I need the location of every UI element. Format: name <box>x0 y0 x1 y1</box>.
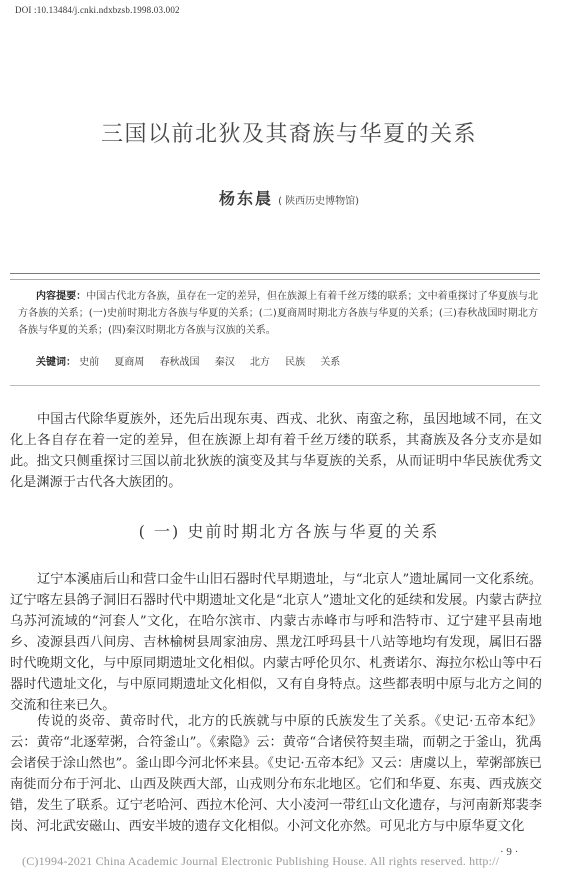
body-paragraph-3: 传说的炎帝、黄帝时代，北方的氏族就与中原的氏族发生了关系。《史记·五帝本纪》云：黄帝“北逐荤粥，合符釜山”。《索隐》云：黄帝“合诸侯符契圭瑞，而朝之于釜山，犹禹会诸侯于涂山然也”。釜山即今河北怀来县。《史记·五帝本纪》又云：唐虞以上，荤粥部族已南徙而分布于河北、山西及陕西大部，山戎则分布东北地区。它们和华夏、东夷、西戎族交错，发生了联系。辽宁老哈河、西拉木伦河、大小凌河一带红山文化遗存，与河南新郑裴李岗、河北武安磁山、西安半坡的遗存文化相似。小河文化亦然。可见北方与中原华夏文化 <box>10 714 542 834</box>
doi-header: DOI :10.13484/j.cnki.ndxbzsb.1998.03.002 <box>15 5 180 15</box>
abstract-top-rule <box>10 273 540 274</box>
keyword-item: 秦汉 <box>214 357 235 368</box>
abstract-text: 中国古代北方各族，虽存在一定的差异，但在族源上有着千丝万缕的联系；文中着重探讨了华夏族与北方各族的关系；(一)史前时期北方各族与华夏的关系；(二)夏商周时期北方各族与华夏的关系；(三)春秋战国时期北方各族与华夏的关系；(四)秦汉时期北方各族与汉族的关系。 <box>18 291 539 336</box>
article-title: 三国以前北狄及其裔族与华夏的关系 <box>100 122 477 147</box>
abstract-label: 内容提要： <box>36 291 87 302</box>
keywords-label: 关键词： <box>36 357 76 368</box>
keyword-item: 夏商周 <box>114 357 145 368</box>
author-name: 杨东晨 <box>218 189 273 208</box>
page-number: · 9 · <box>500 846 519 858</box>
abstract <box>18 288 538 339</box>
abstract-bottom-rule <box>10 385 540 386</box>
body-paragraph-2: 辽宁本溪庙后山和营口金牛山旧石器时代早期遗址，与“北京人”遗址属同一文化系统。辽宁喀左县鸽子洞旧石器时代中期遗址文化是“北京人”遗址文化的延续和发展。内蒙古萨拉乌苏河流域的“河套人”文化，在哈尔滨市、内蒙古赤峰市与呼和浩特市、辽宁建平县南地乡、凌源县西八间房、吉林榆树县周家油房、黑龙江呼玛县十八站等地均有发现，属旧石器时代晚期文化，与中原同期遗址文化相似。内蒙古呼伦贝尔、札赉诺尔、海拉尔松山等中石器时代遗址文化，与中原同期遗址文化相似，又有自身特点。这些都表明中原与北方之间的交流和往来已久。 <box>10 572 542 713</box>
copyright-footer: (C)1994-2021 China Academic Journal Electronic Publishing House. All rights reserved. http:// <box>22 854 500 868</box>
intro-paragraph: 中国古代除华夏族外，还先后出现东夷、西戎、北狄、南蛮之称，虽因地域不同，在文化上各自存在着一定的差异，但在族源上却有着千丝万缕的联系，其裔族及各分支亦是如此。拙文只侧重探讨三国以前北狄族的演变及其与华夏族的关系，从而证明中华民族优秀文化是渊源于古代各大族团的。 <box>10 412 542 490</box>
keyword-item: 史前 <box>79 357 100 368</box>
keywords <box>36 353 352 368</box>
abstract-second-rule <box>10 279 540 280</box>
author-affiliation: ( 陕西历史博物馆) <box>278 196 360 207</box>
keyword-item: 北方 <box>249 357 270 368</box>
byline <box>0 186 578 209</box>
keyword-item: 关系 <box>320 357 341 368</box>
keyword-item: 春秋战国 <box>159 357 200 368</box>
keyword-item: 民族 <box>285 357 306 368</box>
section-heading: ( 一) 史前时期北方各族与华夏的关系 <box>138 522 440 541</box>
